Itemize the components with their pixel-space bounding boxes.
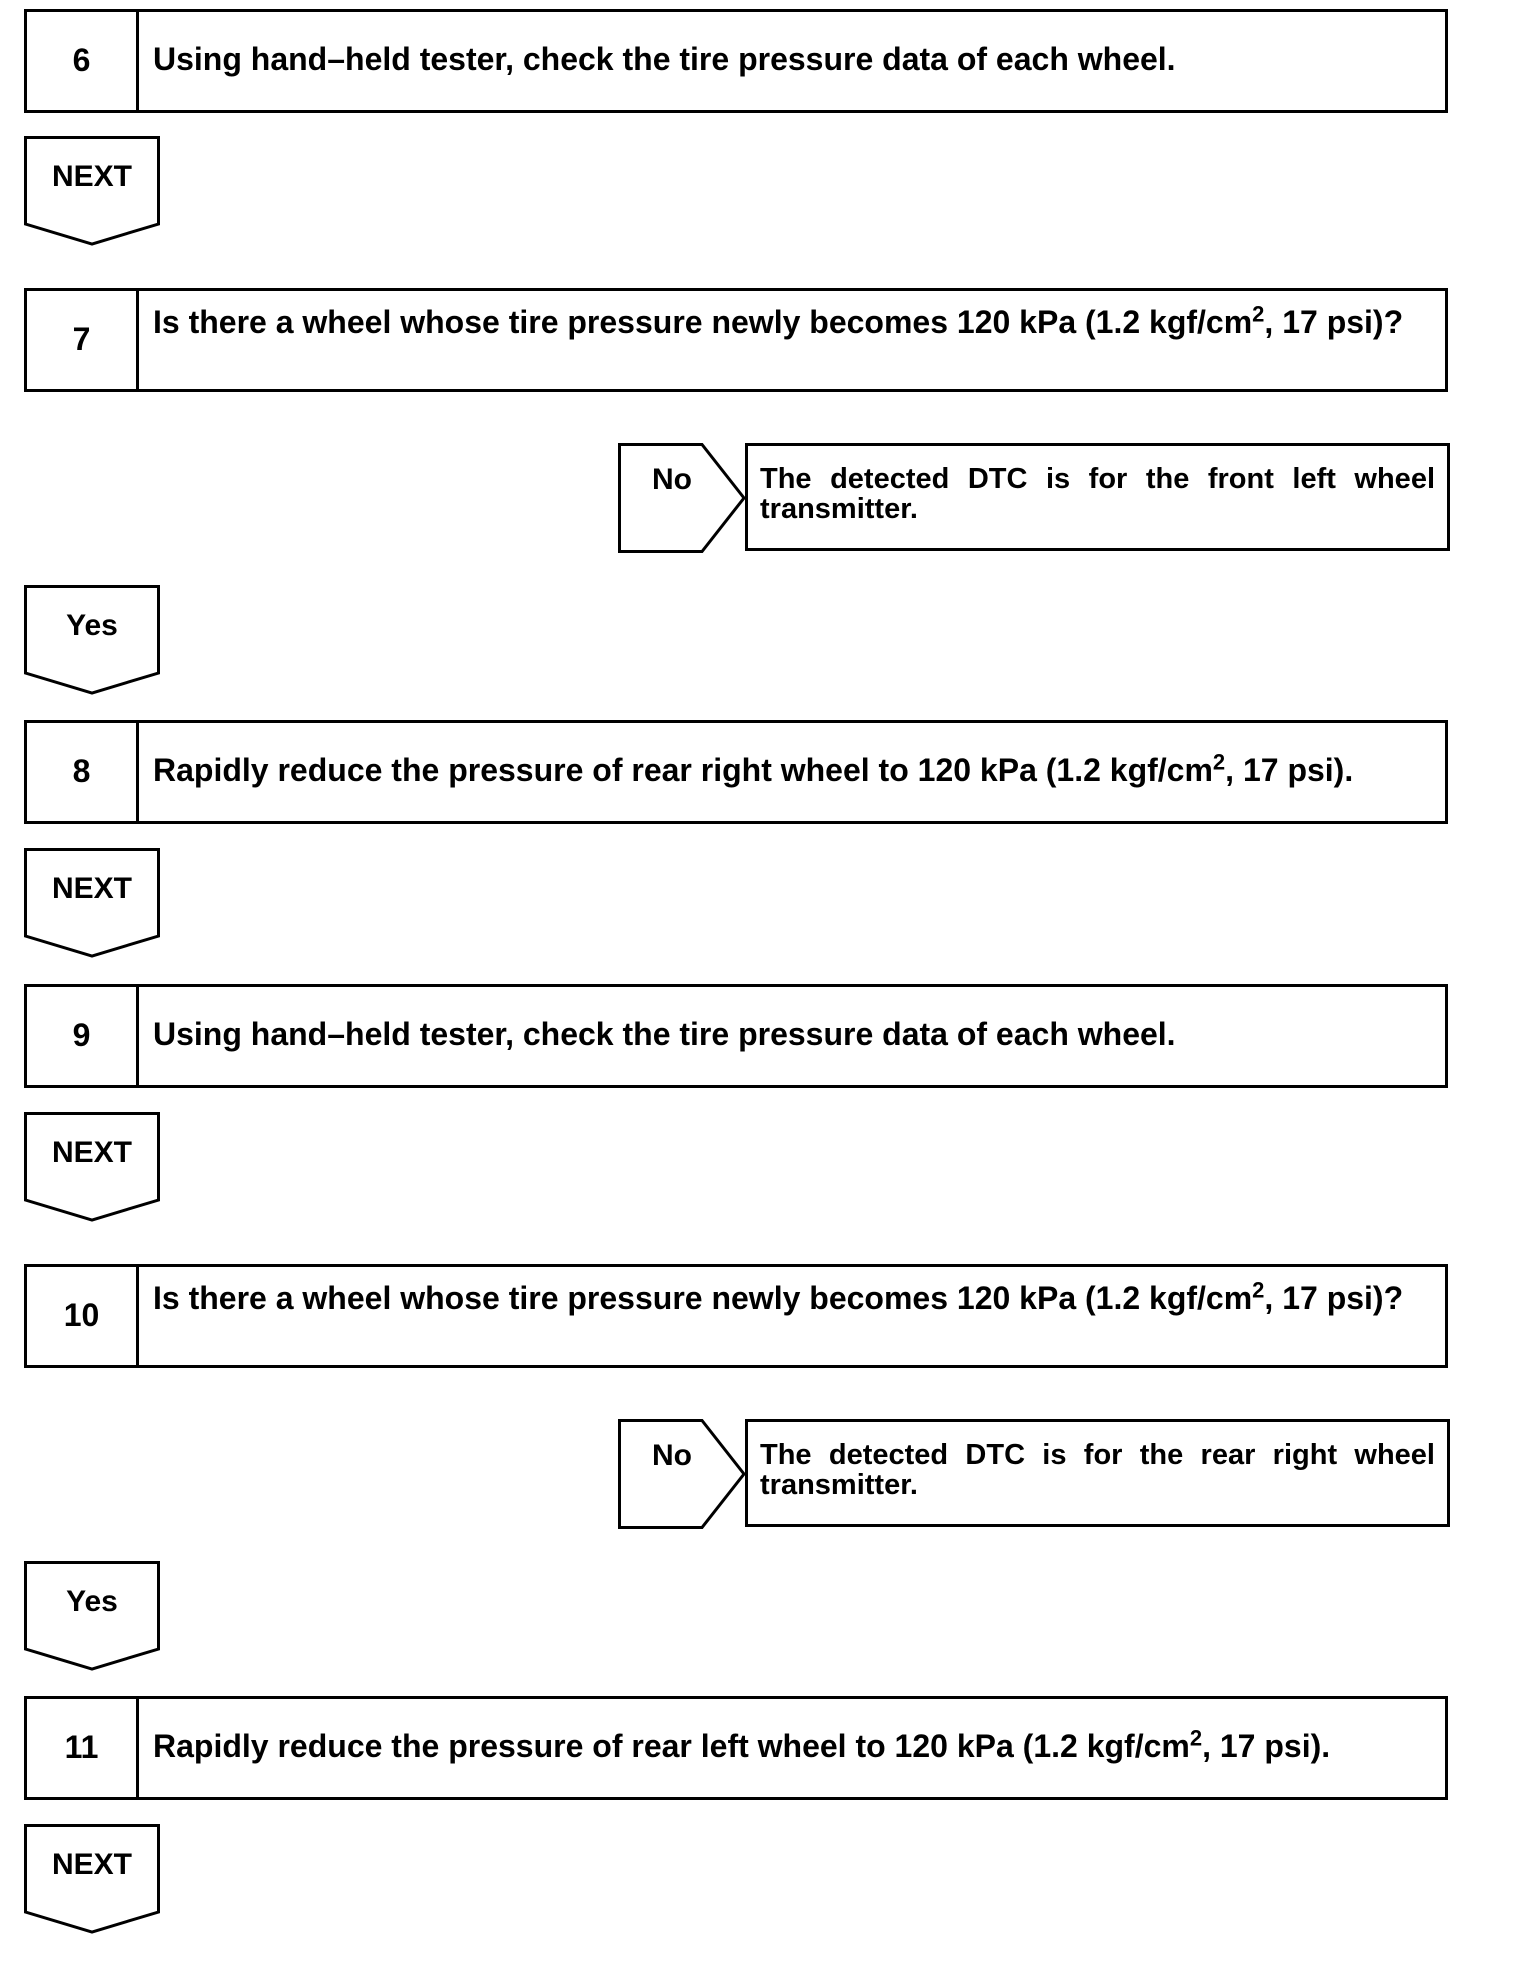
step-6-box: [24, 9, 1448, 113]
step-text-a: Rapidly reduce the pressure of rear right wheel to 120 kPa (1.2 kgf/cm: [153, 752, 1213, 788]
step-7-box: [24, 288, 1448, 392]
next-arrow-2: [24, 848, 160, 958]
arrow-label: Yes: [66, 609, 118, 642]
step-text-b: , 17 psi).: [1225, 752, 1354, 788]
result-box-rear-right: [745, 1419, 1450, 1527]
step-text-b: , 17 psi)?: [1264, 1280, 1404, 1316]
next-arrow-3: [24, 1112, 160, 1222]
step-question: [139, 291, 1445, 389]
step-number: 10: [27, 1267, 139, 1365]
next-arrow-1: [24, 136, 160, 246]
step-instruction: [139, 1699, 1445, 1797]
step-instruction: Using hand–held tester, check the tire pressure data of each wheel.: [153, 1016, 1176, 1052]
step-11-box: [24, 1696, 1448, 1800]
superscript: 2: [1212, 749, 1226, 775]
result-line-2: transmitter.: [760, 493, 918, 525]
arrow-label: No: [652, 1439, 692, 1472]
superscript: 2: [1189, 1725, 1203, 1751]
step-number: 9: [27, 987, 139, 1085]
step-instruction: [139, 723, 1445, 821]
right-arrow-icon: [618, 1419, 746, 1529]
step-text-b: , 17 psi).: [1202, 1728, 1331, 1764]
step-number: 8: [27, 723, 139, 821]
no-arrow-2: [618, 1419, 746, 1529]
yes-arrow-2: [24, 1561, 160, 1671]
step-text-a: Is there a wheel whose tire pressure newly becomes 120 kPa (1.2 kgf/cm: [153, 304, 1253, 340]
step-number: 6: [27, 12, 139, 110]
step-8-box: [24, 720, 1448, 824]
step-10-box: [24, 1264, 1448, 1368]
superscript: 2: [1252, 1277, 1265, 1303]
arrow-label: NEXT: [51, 872, 132, 905]
result-line-1: The detected DTC is for the rear right wheel: [760, 1439, 1435, 1471]
arrow-label: NEXT: [51, 1848, 132, 1881]
step-text-a: Is there a wheel whose tire pressure newly becomes 120 kPa (1.2 kgf/cm: [153, 1280, 1253, 1316]
result-line-2: transmitter.: [760, 1469, 918, 1501]
result-line-1: The detected DTC is for the front left wheel: [760, 463, 1435, 495]
step-number: 7: [27, 291, 139, 389]
arrow-label: No: [652, 463, 692, 496]
no-arrow-1: [618, 443, 746, 553]
arrow-label: NEXT: [51, 160, 132, 193]
right-arrow-icon: [618, 443, 746, 553]
step-number: 11: [27, 1699, 139, 1797]
arrow-label: NEXT: [51, 1136, 132, 1169]
arrow-label: Yes: [66, 1585, 118, 1618]
superscript: 2: [1252, 301, 1265, 327]
step-text-a: Rapidly reduce the pressure of rear left wheel to 120 kPa (1.2 kgf/cm: [153, 1728, 1190, 1764]
next-arrow-4: [24, 1824, 160, 1934]
step-9-box: [24, 984, 1448, 1088]
step-text-b: , 17 psi)?: [1264, 304, 1404, 340]
yes-arrow-1: [24, 585, 160, 695]
result-box-front-left: [745, 443, 1450, 551]
step-question: [139, 1267, 1445, 1365]
step-instruction: Using hand–held tester, check the tire pressure data of each wheel.: [153, 41, 1176, 77]
